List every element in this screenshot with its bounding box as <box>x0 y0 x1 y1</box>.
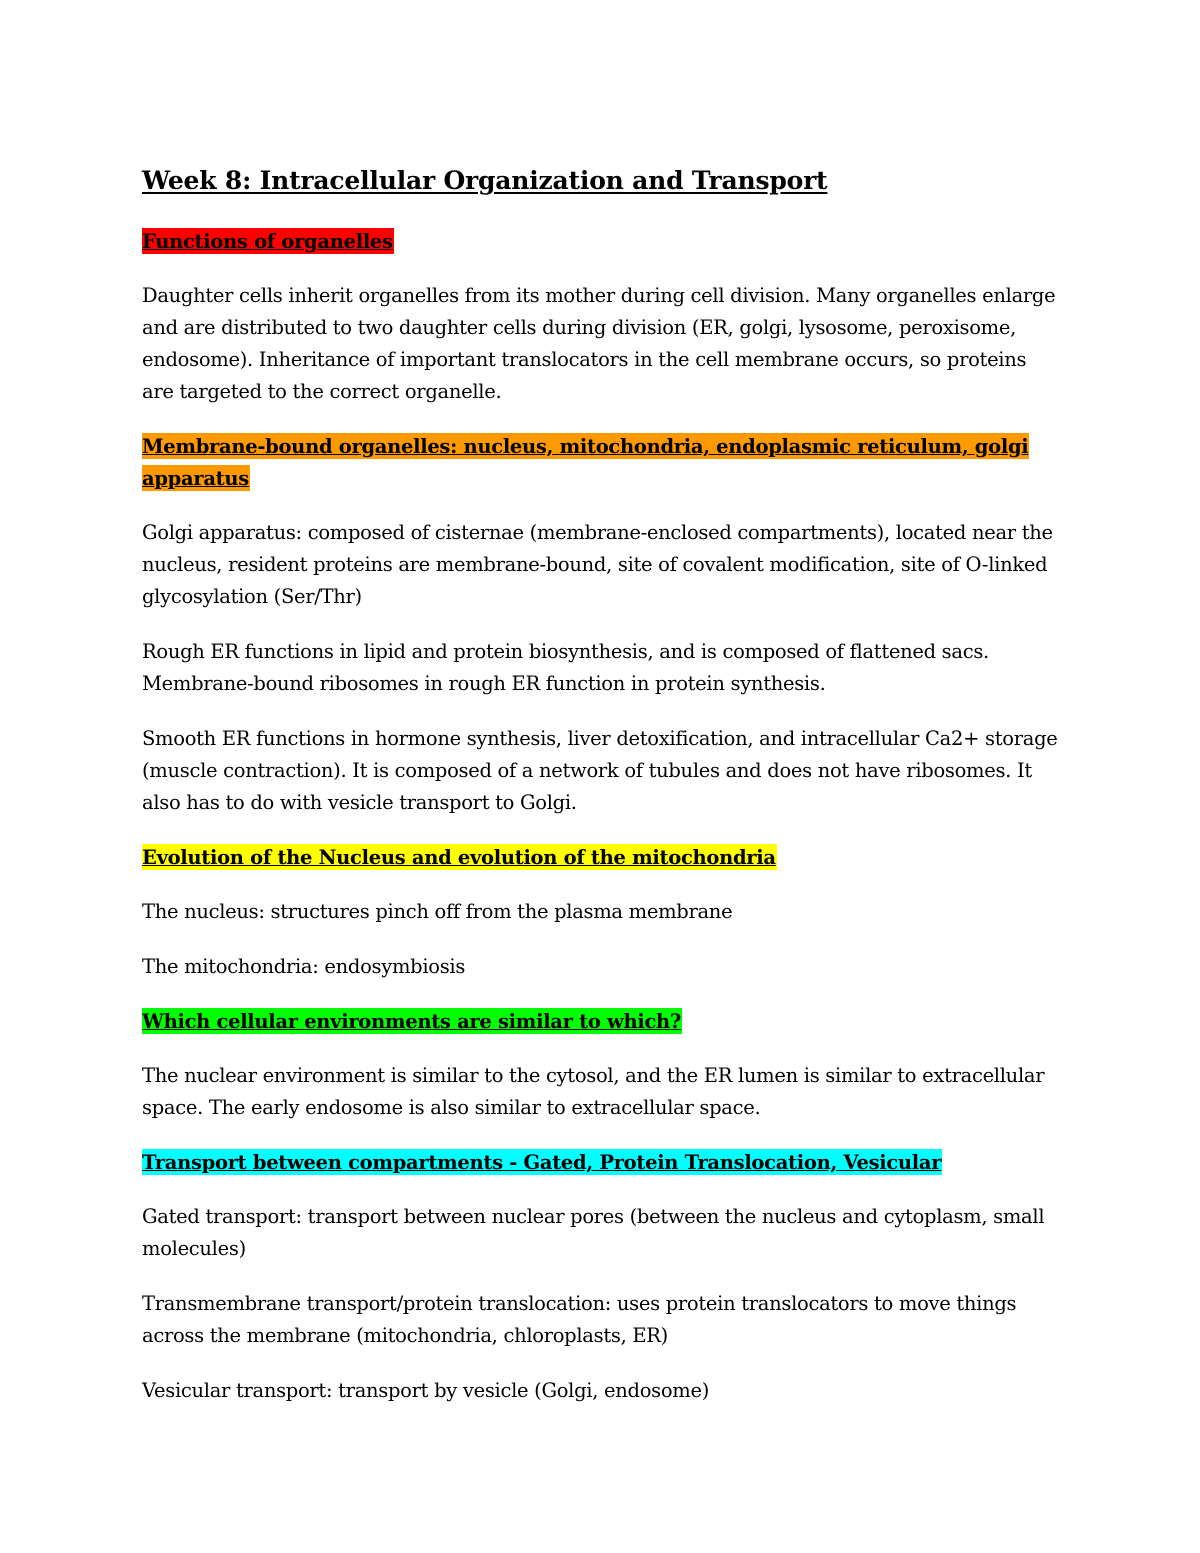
section-heading <box>142 1006 1062 1038</box>
paragraph: Vesicular transport: transport by vesicle (Golgi, endosome) <box>142 1379 710 1402</box>
highlight-yellow: Evolution of the Nucleus and evolution of the mitochondria <box>142 846 776 869</box>
section-heading <box>142 1147 1062 1179</box>
page-title: Week 8: Intracellular Organization and Transport <box>142 166 828 195</box>
section-cellular-environments <box>142 1006 1062 1124</box>
section-functions-of-organelles <box>142 226 1062 408</box>
paragraph: Rough ER functions in lipid and protein biosynthesis, and is composed of flattened sacs. Membrane-bound ribosomes in rough ER function in protein synthesis. <box>142 640 989 695</box>
document-page <box>142 166 1062 1430</box>
paragraph: Gated transport: transport between nuclear pores (between the nucleus and cytoplasm, small molecules) <box>142 1205 1045 1260</box>
paragraph: The mitochondria: endosymbiosis <box>142 955 466 978</box>
paragraph: Daughter cells inherit organelles from its mother during cell division. Many organelles enlarge and are distributed to two daughter cells during division (ER, golgi, lysosome, peroxisome, endosome). Inheritance of important translocators in the cell membrane occurs, so proteins are targeted to the correct organelle. <box>142 284 1056 403</box>
paragraph: Golgi apparatus: composed of cisternae (membrane-enclosed compartments), located near the nucleus, resident proteins are membrane-bound, site of covalent modification, site of O-linked glycosylation (Ser/Thr) <box>142 521 1053 608</box>
paragraph: Smooth ER functions in hormone synthesis, liver detoxification, and intracellular Ca2+ storage (muscle contraction). It is composed of a network of tubules and does not have ribosomes. It also has to do with vesicle transport to Golgi. <box>142 727 1058 814</box>
highlight-red: Functions of organelles <box>142 230 393 253</box>
highlight-orange: Membrane-bound organelles: nucleus, mitochondria, endoplasmic reticulum, golgi apparatus <box>142 435 1029 490</box>
section-membrane-bound-organelles <box>142 431 1062 819</box>
paragraph: The nuclear environment is similar to the cytosol, and the ER lumen is similar to extracellular space. The early endosome is also similar to extracellular space. <box>142 1064 1045 1119</box>
section-evolution <box>142 842 1062 983</box>
section-heading <box>142 431 1062 495</box>
section-heading <box>142 842 1062 874</box>
highlight-green: Which cellular environments are similar to which? <box>142 1010 682 1033</box>
highlight-cyan: Transport between compartments - Gated, Protein Translocation, Vesicular <box>142 1151 942 1174</box>
paragraph: Transmembrane transport/protein translocation: uses protein translocators to move things across the membrane (mitochondria, chloroplasts, ER) <box>142 1292 1017 1347</box>
paragraph: The nucleus: structures pinch off from the plasma membrane <box>142 900 733 923</box>
section-transport-between-compartments <box>142 1147 1062 1407</box>
section-heading <box>142 226 1062 258</box>
